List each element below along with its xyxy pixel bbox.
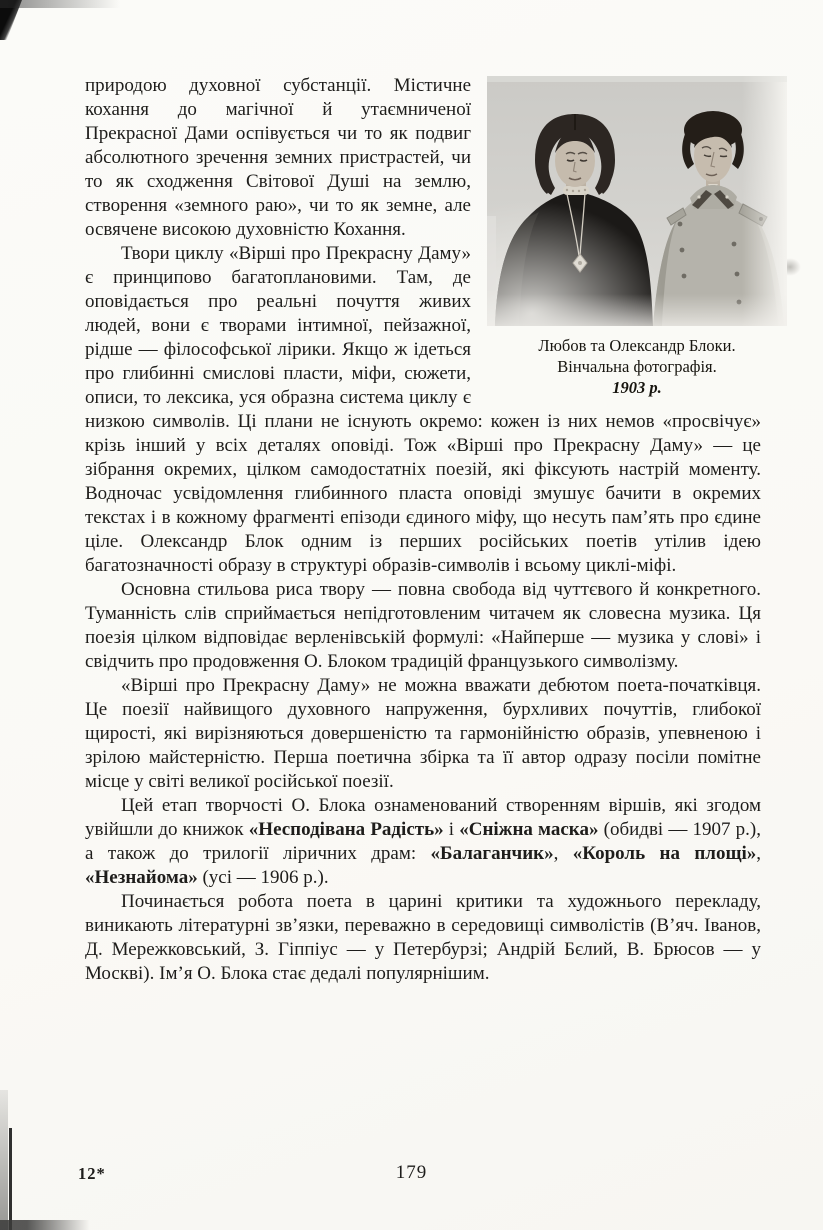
page-number: 179 — [395, 1162, 428, 1183]
photo-figure — [487, 76, 787, 398]
text-run: Починається робота поета в царині критики та художнього перекладу, виникають літературні зв’язки, переважно в середовищі символістів (В’яч. Іванов, Д. Мережковський, З. Гіппіус — у Петербурзі; Андрій Бєлий, В. Брюсов — у Москві). Ім’я О. Блока стає дедалі популярнішим. — [85, 891, 761, 984]
text-run: Твори циклу «Вірші про Прекрасну Даму» є принципово багатоплановими. Там, де оповідається про реальні почуття живих людей, вони є творами інтимної, пейзажної, рідше — філософської лірики. Якщо ж ідеться про глибинні смислові пласти, міфи, сюжети, описи, то лексика, уся образна система циклу є низкою символів. Ці плани не існують окремо: кожен із них немов «просвічує» крізь інший у всіх деталях оповіді. Тож «Вірші про Прекрасну Даму» — це зібрання окремих, цілком самодостатніх поезій, які фіксують настрій моменту. Водночас усвідомлення глибинного пласта оповіді змушує бачити в окремих текстах і в кожному фрагменті епізоди єдиного міфу, що несуть пам’ять про єдине ціле. Олександр Блок одним із перших російських поетів утілив ідею багатозначності образу в структурі образів-символів і всьому циклі-міфі. — [85, 243, 761, 576]
book-title-bold: «Несподівана Радість» — [248, 819, 444, 840]
text-run: Цей етап творчості О. Блока ознаменований створенням віршів, які згодом увійшли до книжок — [85, 795, 761, 840]
text-run: «Вірші про Прекрасну Даму» не можна вважати дебютом поета-початківця. Це поезії найвищого духовного напруження, бурхливих почуттів, глибокої щирості, які вирізняються довершеністю та гармонійністю образів, упевненою і зрілою майстерністю. Перша поетична збірка та її автор одразу посіли помітне місце у світі великої російської поезії. — [85, 675, 761, 792]
book-title-bold: «Сніжна маска» — [459, 819, 599, 840]
paragraph — [85, 794, 761, 890]
text-run: (усі — 1906 р.). — [197, 867, 329, 888]
text-run: природою духовної субстанції. Містичне кохання до магічної й утаємниченої Прекрасної Дами оспівується чи то як подвиг абсолютного зречення земних пристрастей, чи то як сходження Світової Душі на землю, створення «земного раю», чи то як земне, але освячене високою духовністю Кохання. — [85, 75, 471, 240]
scan-artifact-bottom-left — [0, 1220, 90, 1230]
text-run: , — [553, 843, 573, 864]
scan-artifact-top-edge — [0, 0, 120, 8]
scan-artifact-left-shade — [0, 1090, 8, 1230]
paragraph — [85, 674, 761, 794]
wedding-photo — [487, 76, 787, 326]
text-run: (обидві — 1907 р.), а також до трилогії ліричних драм: — [85, 819, 761, 864]
photo-caption — [487, 335, 787, 398]
photo-caption-line-2: Вінчальна фотографія. — [557, 357, 717, 376]
book-title-bold: «Незнайома» — [85, 867, 198, 888]
paragraph — [85, 890, 761, 986]
text-run: і — [443, 819, 460, 840]
paragraph — [85, 578, 761, 674]
page-content — [85, 74, 761, 986]
photo-caption-line-1: Любов та Олександр Блоки. — [538, 336, 736, 355]
text-run: , — [756, 843, 762, 864]
page-footer — [0, 1162, 823, 1192]
photo-caption-year: 1903 р. — [612, 378, 662, 397]
text-run: Основна стильова риса твору — повна свобода від чуттєвого й конкретного. Туманність слів сприймається непідготовленим читачем як словесна музика. Ця поезія цілком відповідає верленівській формулі: «Найперше — музика у слові» і свідчить про продовження О. Блоком традицій французького символізму. — [85, 579, 761, 672]
book-title-bold: «Балаганчик» — [430, 843, 554, 864]
footer-signature-mark: 12* — [78, 1164, 106, 1183]
book-title-bold: «Король на площі» — [572, 843, 757, 864]
